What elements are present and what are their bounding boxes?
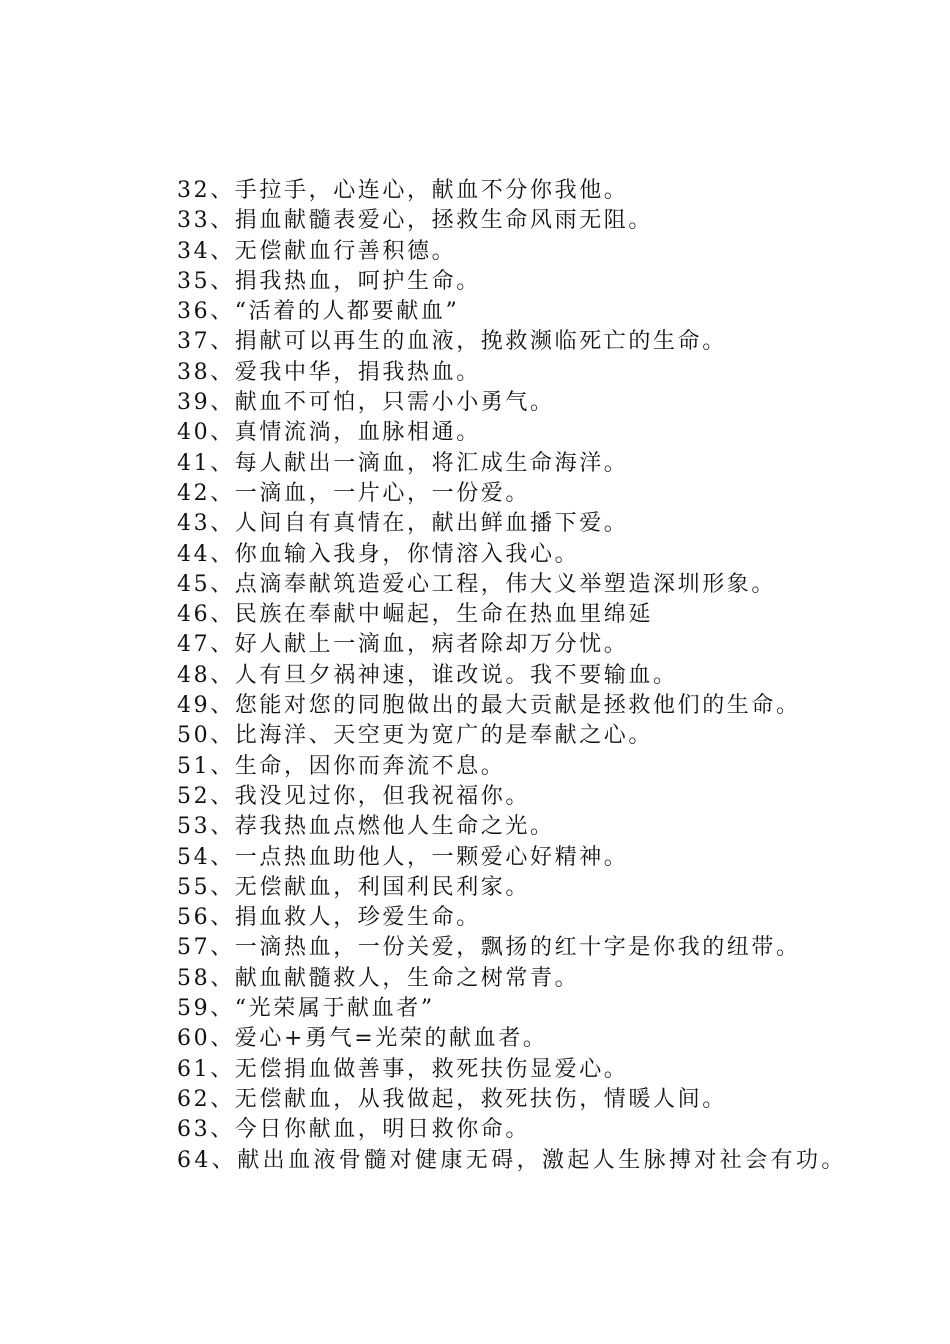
slogan-line: 43、人间自有真情在，献出鲜血播下爱。 <box>177 511 629 537</box>
slogan-line: 63、今日你献血，明日救你命。 <box>177 1117 530 1143</box>
slogan-line: 52、我没见过你，但我祝福你。 <box>177 783 530 809</box>
slogan-line: 48、人有旦夕祸神速，谁改说。我不要输血。 <box>177 662 678 688</box>
slogan-line: 57、一滴热血，一份关爱，飘扬的红十字是你我的纽带。 <box>177 935 801 961</box>
slogan-line: 45、点滴奉献筑造爱心工程，伟大义举塑造深圳形象。 <box>177 571 776 597</box>
slogan-line: 32、手拉手，心连心，献血不分你我他。 <box>177 178 629 203</box>
slogan-line: 55、无偿献血，利国利民利家。 <box>177 874 530 900</box>
slogan-line: 54、一点热血助他人，一颗爱心好精神。 <box>177 844 629 870</box>
slogan-line: 33、捐血献髓表爱心，拯救生命风雨无阻。 <box>177 208 653 234</box>
slogan-line: 50、比海洋、天空更为宽广的是奉献之心。 <box>177 723 653 749</box>
slogan-line: 37、捐献可以再生的血液，挽救濒临死亡的生命。 <box>177 329 727 355</box>
slogan-line: 46、民族在奉献中崛起，生命在热血里绵延 <box>177 602 653 628</box>
slogan-line: 53、荐我热血点燃他人生命之光。 <box>177 814 555 840</box>
slogan-line: 51、生命，因你而奔流不息。 <box>177 753 506 779</box>
slogan-line: 62、无偿献血，从我做起，救死扶伤，情暖人间。 <box>177 1086 727 1112</box>
slogan-line: 56、捐血救人，珍爱生命。 <box>177 905 481 931</box>
slogan-line: 61、无偿捐血做善事，救死扶伤显爱心。 <box>177 1056 629 1082</box>
slogan-line: 34、无偿献血行善积德。 <box>177 238 457 264</box>
slogan-line: 36、“活着的人都要献血” <box>177 299 460 325</box>
slogan-line: 38、爱我中华，捐我热血。 <box>177 359 481 385</box>
slogan-line: 64、献出血液骨髓对健康无碍，激起人生脉搏对社会有功。 <box>177 1147 847 1173</box>
slogan-line: 39、献血不可怕，只需小小勇气。 <box>177 390 555 416</box>
slogan-line: 44、你血输入我身，你情溶入我心。 <box>177 541 580 567</box>
slogan-line: 41、每人献出一滴血，将汇成生命海洋。 <box>177 450 629 476</box>
slogan-line: 60、爱心+勇气=光荣的献血者。 <box>177 1026 548 1052</box>
slogan-line: 59、“光荣属于献血者” <box>177 996 435 1022</box>
slogan-line: 35、捐我热血，呵护生命。 <box>177 268 481 294</box>
slogan-line: 40、真情流淌，血脉相通。 <box>177 420 481 446</box>
slogan-line: 49、您能对您的同胞做出的最大贡献是拯救他们的生命。 <box>177 693 801 719</box>
slogan-line: 47、好人献上一滴血，病者除却万分忧。 <box>177 632 629 658</box>
slogan-list <box>177 176 917 1176</box>
slogan-line: 58、献血献髓救人，生命之树常青。 <box>177 965 580 991</box>
slogan-line: 42、一滴血，一片心，一份爱。 <box>177 480 530 506</box>
